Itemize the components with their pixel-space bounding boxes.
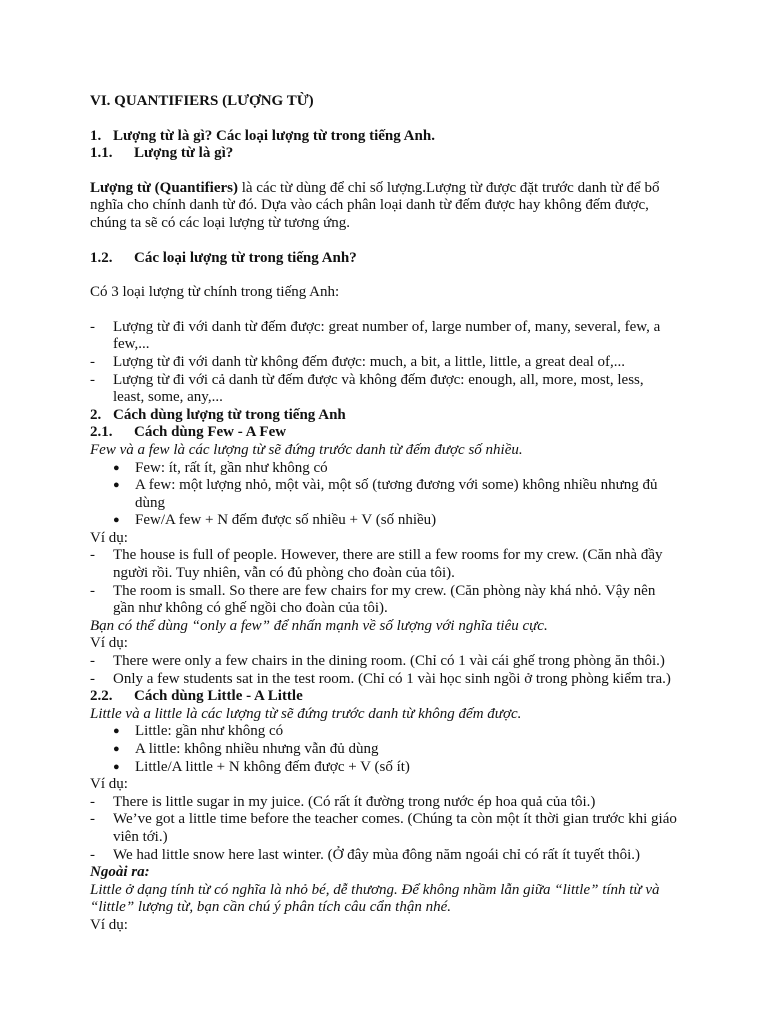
list-item-text: Few: ít, rất ít, gần như không có: [135, 459, 328, 476]
list-item-text: Few/A few + N đếm được số nhiều + V (số nhiều): [135, 512, 437, 529]
list-item: [90, 794, 678, 812]
definition-text: là các từ dùng để chỉ số lượng.Lượng từ được đặt trước danh từ để bổ nghĩa cho chính danh từ đó. Dựa vào cách phân loại danh từ đếm được hay không đếm được, chúng ta sẽ có các loại lượng từ tương ứng.: [90, 179, 660, 231]
heading-text: Lượng từ là gì?: [134, 145, 234, 162]
list-item: [90, 671, 678, 689]
list-item-text: Only a few students sat in the test room. (Chỉ có 1 vài học sinh ngồi ở trong phòng kiểm tra.): [113, 670, 671, 687]
ngoai-ra-heading: Ngoài ra:: [90, 864, 150, 881]
heading-number: 1.2.: [90, 249, 113, 266]
definition-paragraph: [90, 180, 678, 233]
heading-2-1: [90, 424, 678, 442]
dash-marker: -: [90, 318, 95, 335]
list-item-text: We’ve got a little time before the teacher comes. (Chúng ta còn một ít thời gian trước khi giáo viên tới.): [113, 811, 677, 845]
list-item-text: Lượng từ đi với cả danh từ đếm được và không đếm được: enough, all, more, most, less, least, some, any,...: [113, 371, 644, 406]
dash-marker: -: [90, 653, 95, 670]
heading-1: [90, 128, 678, 146]
few-bullet-list: [90, 460, 678, 530]
little-bullet-list: [90, 723, 678, 776]
list-item: [90, 653, 678, 671]
list-item-text: There were only a few chairs in the dining room. (Chỉ có 1 vài cái ghế trong phòng ăn thôi.): [113, 653, 665, 670]
heading-text: Cách dùng Few - A Few: [134, 424, 287, 441]
example-label: Ví dụ:: [90, 529, 128, 546]
bullet-marker: ●: [113, 725, 120, 738]
bullet-marker: ●: [113, 461, 120, 474]
list-item: [90, 512, 678, 530]
list-item: [90, 759, 678, 777]
list-item-text: The room is small. So there are few chairs for my crew. (Căn phòng này khá nhỏ. Vậy nên gần như không có ghế ngồi cho đoàn của tôi).: [113, 582, 656, 617]
heading-number: 2.: [90, 406, 102, 423]
list-item-text: Little/A little + N không đếm được + V (số ít): [135, 758, 410, 775]
dash-marker: -: [90, 670, 95, 687]
dash-marker: -: [90, 582, 95, 599]
dash-marker: -: [90, 811, 95, 828]
types-list: [90, 319, 678, 407]
list-item: [90, 547, 678, 582]
heading-2-2: [90, 688, 678, 706]
list-item-text: A few: một lượng nhỏ, một vài, một số (tương đương với some) không nhiều nhưng đủ dùng: [135, 477, 658, 511]
list-item: [90, 460, 678, 478]
list-item: [90, 354, 678, 372]
list-item-text: Lượng từ đi với danh từ không đếm được: much, a bit, a little, little, a great deal of,...: [113, 353, 626, 370]
dash-marker: -: [90, 547, 95, 564]
little-examples: [90, 794, 678, 864]
types-intro: Có 3 loại lượng từ chính trong tiếng Anh:: [90, 284, 340, 301]
definition-term: Lượng từ (Quantifiers): [90, 179, 238, 196]
list-item-text: The house is full of people. However, there are still a few rooms for my crew. (Căn nhà đầy người rồi. Tuy nhiên, vẫn có đủ phòng cho đoàn của tôi).: [113, 547, 663, 582]
heading-text: Cách dùng Little - A Little: [134, 688, 303, 705]
list-item: [90, 741, 678, 759]
only-a-few-examples: [90, 653, 678, 688]
dash-marker: -: [90, 846, 95, 863]
little-intro: Little và a little là các lượng từ sẽ đứng trước danh từ không đếm được.: [90, 705, 522, 722]
list-item-text: Lượng từ đi với danh từ đếm được: great number of, large number of, many, several, few, a few,...: [113, 318, 661, 353]
list-item: [90, 723, 678, 741]
only-a-few-note: Bạn có thể dùng “only a few” để nhấn mạnh về số lượng với nghĩa tiêu cực.: [90, 617, 548, 634]
list-item: [90, 811, 678, 846]
heading-number: 1.: [90, 127, 102, 144]
heading-2: [90, 407, 678, 425]
list-item-text: Little: gần như không có: [135, 723, 284, 740]
example-label: Ví dụ:: [90, 635, 128, 652]
ngoai-ra-text: Little ở dạng tính từ có nghĩa là nhỏ bé, dễ thương. Để không nhầm lẫn giữa “little” tính từ và “little” lượng từ, bạn cần chú ý phân tích câu cẩn thận nhé.: [90, 881, 660, 916]
list-item: [90, 319, 678, 354]
example-label: Ví dụ:: [90, 916, 128, 933]
few-intro: Few và a few là các lượng từ sẽ đứng trước danh từ đếm được số nhiều.: [90, 441, 523, 458]
bullet-marker: ●: [113, 760, 120, 773]
dash-marker: -: [90, 353, 95, 370]
list-item-text: There is little sugar in my juice. (Có rất ít đường trong nước ép hoa quả của tôi.): [113, 793, 596, 810]
heading-text: Lượng từ là gì? Các loại lượng từ trong tiếng Anh.: [113, 127, 435, 144]
list-item: [90, 583, 678, 618]
few-examples: [90, 547, 678, 617]
example-label: Ví dụ:: [90, 776, 128, 793]
dash-marker: -: [90, 371, 95, 388]
heading-number: 1.1.: [90, 145, 113, 162]
bullet-marker: ●: [113, 514, 120, 527]
heading-number: 2.1.: [90, 424, 113, 441]
heading-1-1: [90, 145, 678, 163]
heading-text: Các loại lượng từ trong tiếng Anh?: [134, 249, 357, 266]
bullet-marker: ●: [113, 479, 120, 492]
list-item: [90, 477, 678, 512]
heading-1-2: [90, 250, 678, 268]
dash-marker: -: [90, 793, 95, 810]
section-title: VI. QUANTIFIERS (LƯỢNG TỪ): [90, 93, 314, 109]
bullet-marker: ●: [113, 743, 120, 755]
list-item-text: A little: không nhiều nhưng vẫn đủ dùng: [135, 741, 379, 757]
list-item: [90, 847, 678, 865]
list-item: [90, 372, 678, 407]
heading-text: Cách dùng lượng từ trong tiếng Anh: [113, 406, 346, 423]
list-item-text: We had little snow here last winter. (Ở đây mùa đông năm ngoái chỉ có rất ít tuyết thôi.): [113, 846, 640, 863]
heading-number: 2.2.: [90, 688, 113, 705]
